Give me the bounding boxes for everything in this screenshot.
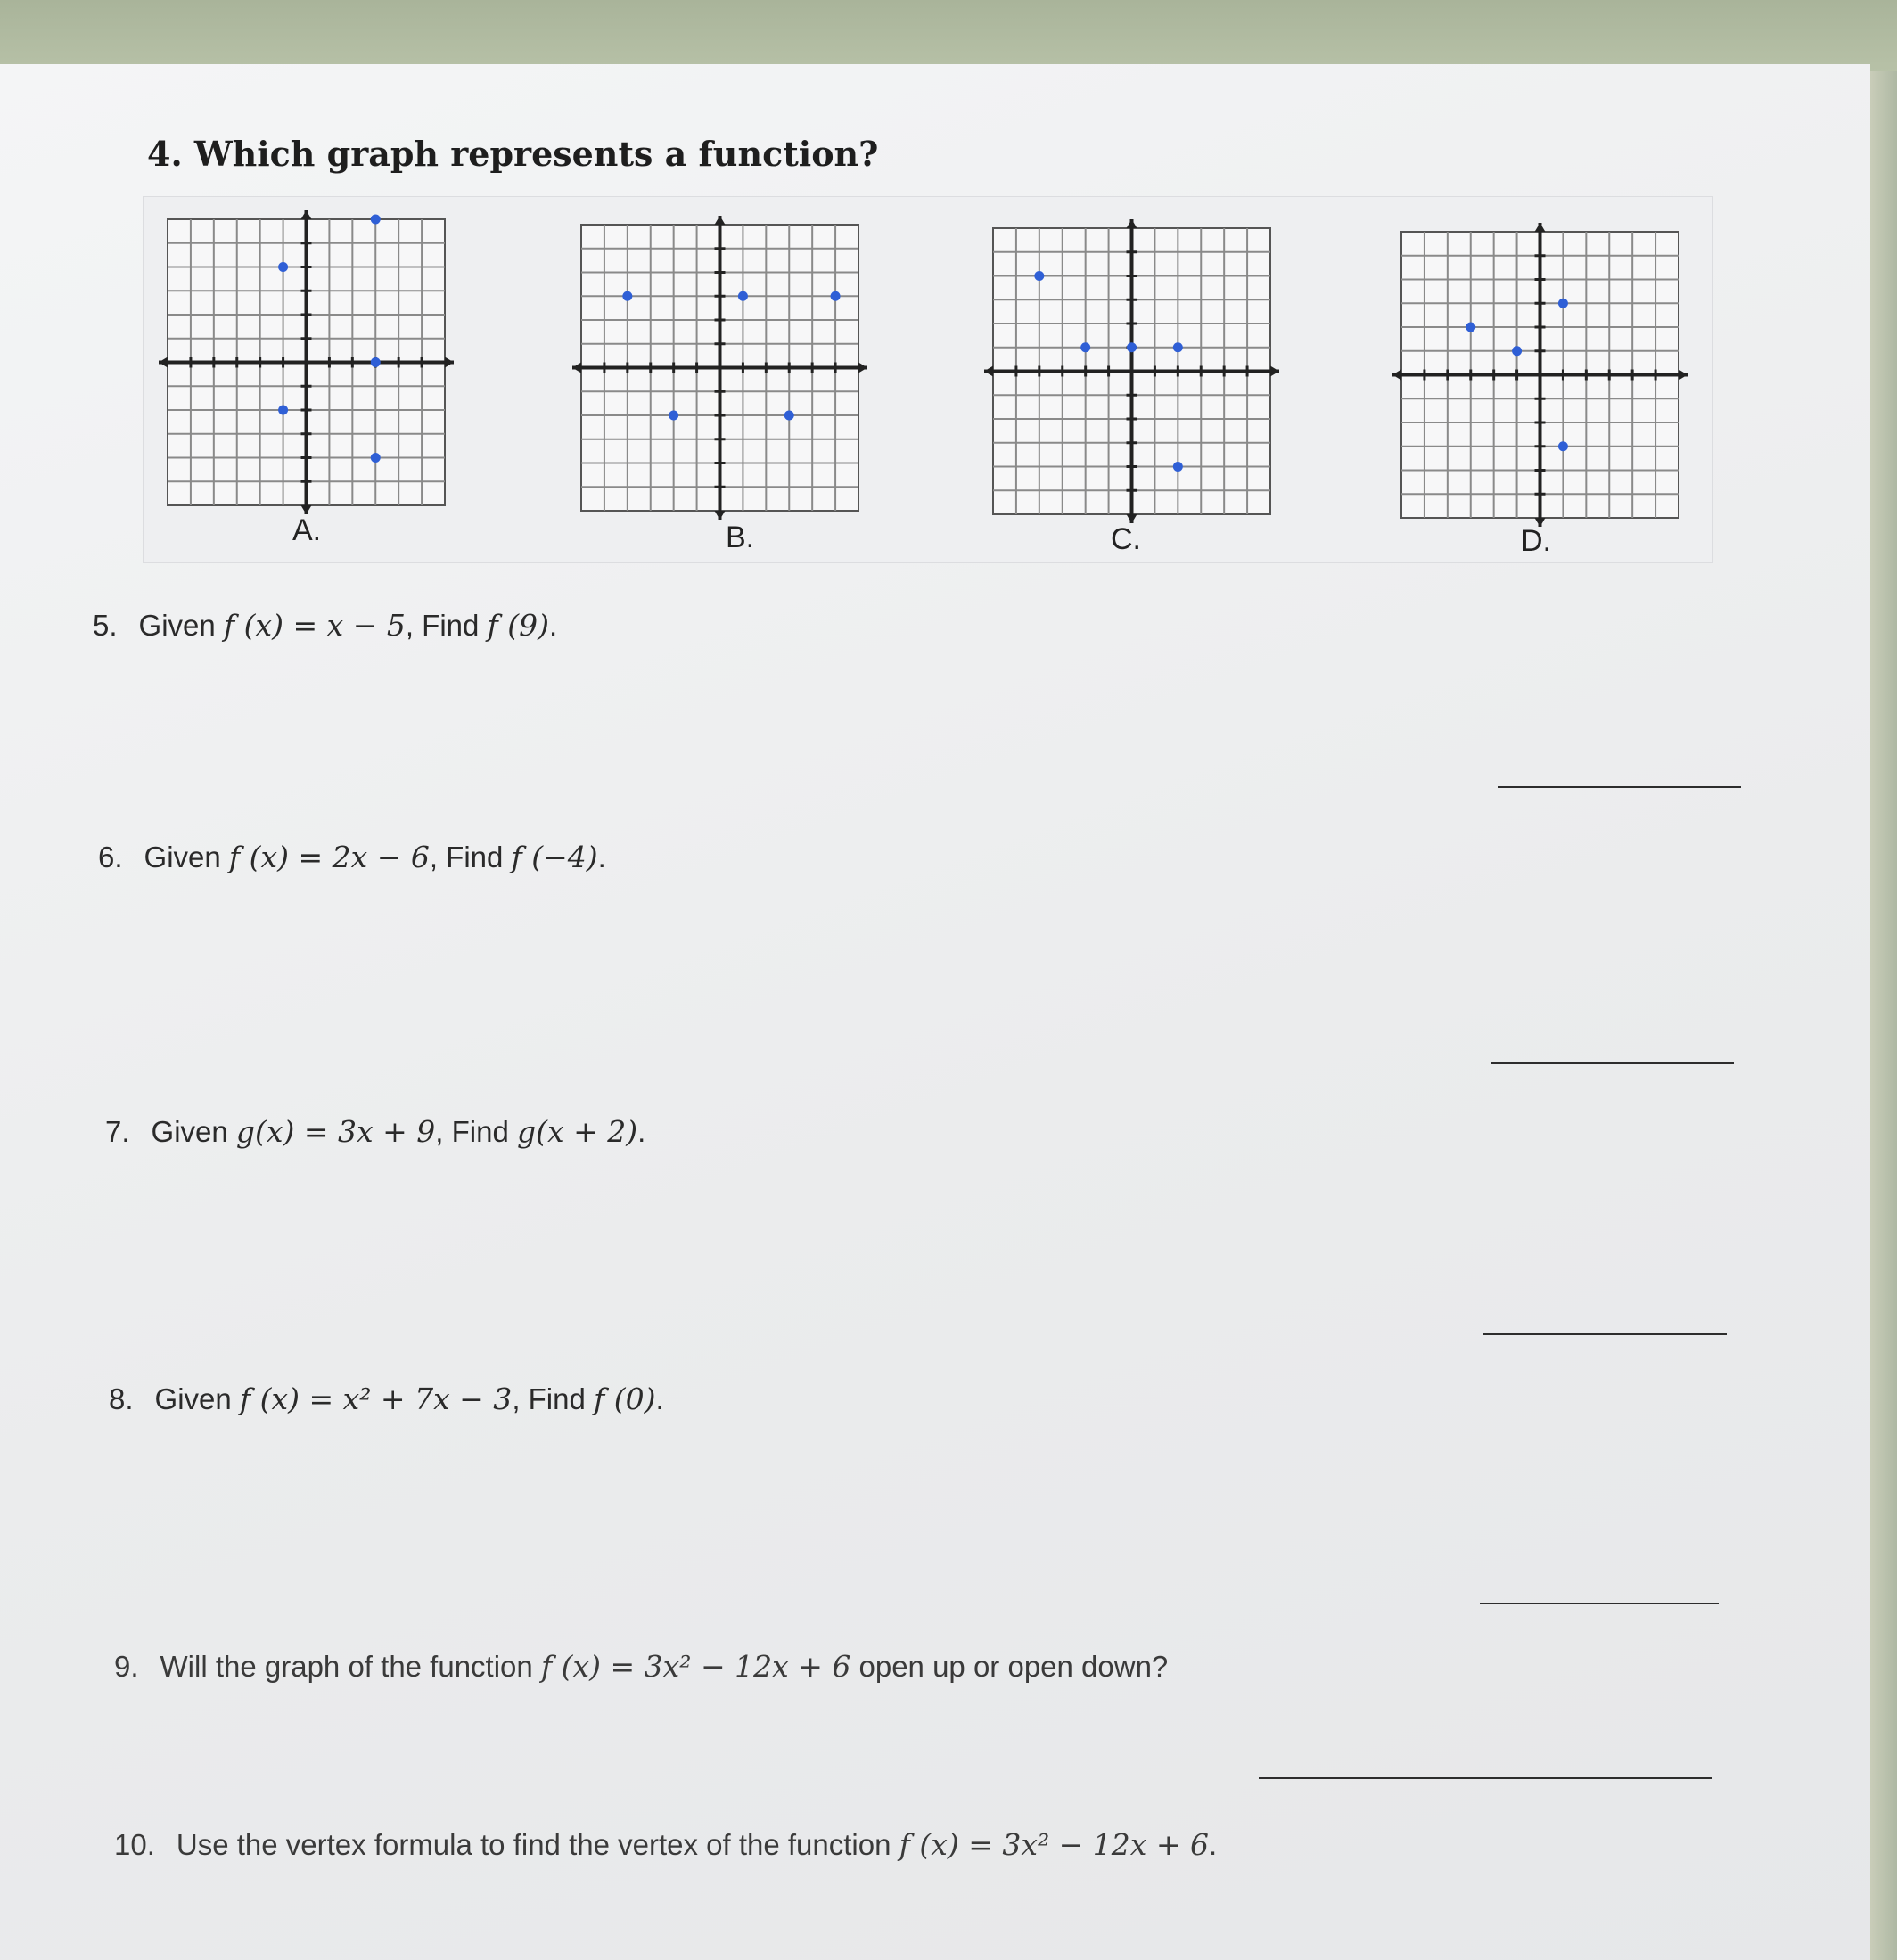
evaluate-target: g(x + 2)	[516, 1114, 638, 1149]
question-mid: .	[1209, 1828, 1218, 1861]
x-axis-arrow-icon	[1679, 370, 1688, 381]
x-axis-arrow-icon	[572, 363, 581, 373]
question-10	[114, 1827, 1217, 1862]
question-number: 10.	[114, 1828, 155, 1861]
question-end: .	[637, 1115, 646, 1148]
photo-background-top	[0, 0, 1897, 71]
graph-point	[1466, 323, 1475, 332]
question-mid: , Find	[435, 1115, 517, 1148]
question-mid: , Find	[405, 609, 488, 642]
question-number: 6.	[98, 841, 123, 873]
function-expression: f (x) = 2x − 6	[228, 840, 430, 874]
graph-point	[371, 215, 381, 225]
function-expression: g(x) = 3x + 9	[235, 1114, 436, 1149]
x-axis-arrow-icon	[858, 363, 867, 373]
choice-c-label[interactable]: C.	[1111, 522, 1141, 556]
graph-point	[1173, 342, 1183, 352]
question-7	[105, 1114, 645, 1149]
graph-point	[1127, 342, 1137, 352]
question-end: .	[549, 609, 558, 642]
question-number: 7.	[105, 1115, 130, 1148]
answer-line-9[interactable]	[1259, 1777, 1712, 1779]
function-expression: f (x) = x − 5	[223, 608, 406, 643]
x-axis-arrow-icon	[159, 357, 168, 368]
graph-point	[1558, 441, 1568, 451]
question-6	[98, 840, 606, 874]
choice-a-label[interactable]: A.	[292, 513, 322, 547]
x-axis-arrow-icon	[984, 366, 993, 377]
question-lead: Will the graph of the function	[160, 1650, 541, 1683]
worksheet-page	[0, 64, 1870, 1960]
graph-point	[1558, 299, 1568, 308]
question-number: 9.	[114, 1650, 139, 1683]
question-lead: Given	[144, 841, 229, 873]
y-axis-arrow-icon	[301, 210, 312, 219]
y-axis-arrow-icon	[1535, 223, 1546, 232]
graph-point	[831, 291, 841, 301]
graph-point	[622, 291, 632, 301]
evaluate-target: f (0)	[594, 1382, 656, 1416]
graph-d[interactable]	[1391, 221, 1689, 529]
function-expression: f (x) = 3x² − 12x + 6	[540, 1649, 851, 1684]
graph-point	[278, 262, 288, 272]
question-lead: Given	[154, 1382, 240, 1415]
question-mid: , Find	[429, 841, 512, 873]
question-number: 8.	[109, 1382, 134, 1415]
graph-a[interactable]	[157, 209, 456, 516]
graph-c[interactable]	[982, 217, 1281, 525]
answer-line-7[interactable]	[1483, 1333, 1727, 1335]
question-5	[93, 608, 557, 643]
y-axis-arrow-icon	[715, 216, 726, 225]
graph-point	[1080, 342, 1090, 352]
graph-point	[669, 411, 678, 421]
graph-point	[1512, 346, 1522, 356]
question-9	[114, 1649, 1168, 1684]
graph-point	[371, 453, 381, 463]
x-axis-arrow-icon	[1270, 366, 1279, 377]
graph-point	[371, 357, 381, 367]
question-lead: Given	[151, 1115, 236, 1148]
graph-point	[278, 406, 288, 415]
question-number: 5.	[93, 609, 118, 642]
question-end: .	[597, 841, 606, 873]
question-mid: , Find	[512, 1382, 595, 1415]
graph-point	[784, 411, 794, 421]
x-axis-arrow-icon	[1392, 370, 1401, 381]
evaluate-target: f (−4)	[511, 840, 598, 874]
choice-d-label[interactable]: D.	[1521, 524, 1551, 558]
graph-point	[738, 291, 748, 301]
y-axis-arrow-icon	[715, 511, 726, 520]
x-axis-arrow-icon	[445, 357, 454, 368]
answer-line-8[interactable]	[1480, 1603, 1719, 1604]
y-axis-arrow-icon	[1127, 219, 1137, 228]
question-8	[109, 1382, 664, 1416]
question-lead: Given	[138, 609, 224, 642]
choice-b-label[interactable]: B.	[726, 521, 755, 554]
answer-line-6[interactable]	[1490, 1062, 1734, 1064]
graph-point	[1173, 462, 1183, 472]
graph-b[interactable]	[571, 214, 869, 521]
evaluate-target: f (9)	[487, 608, 549, 643]
photo-background-right	[1870, 71, 1897, 1960]
question-4-title: 4. Which graph represents a function?	[147, 134, 879, 174]
function-expression: f (x) = x² + 7x − 3	[239, 1382, 513, 1416]
question-lead: Use the vertex formula to find the vertex of the function	[176, 1828, 899, 1861]
question-mid: open up or open down?	[850, 1650, 1169, 1683]
answer-line-5[interactable]	[1498, 786, 1741, 788]
function-expression: f (x) = 3x² − 12x + 6	[899, 1827, 1210, 1862]
graph-point	[1034, 271, 1044, 281]
question-end: .	[655, 1382, 664, 1415]
